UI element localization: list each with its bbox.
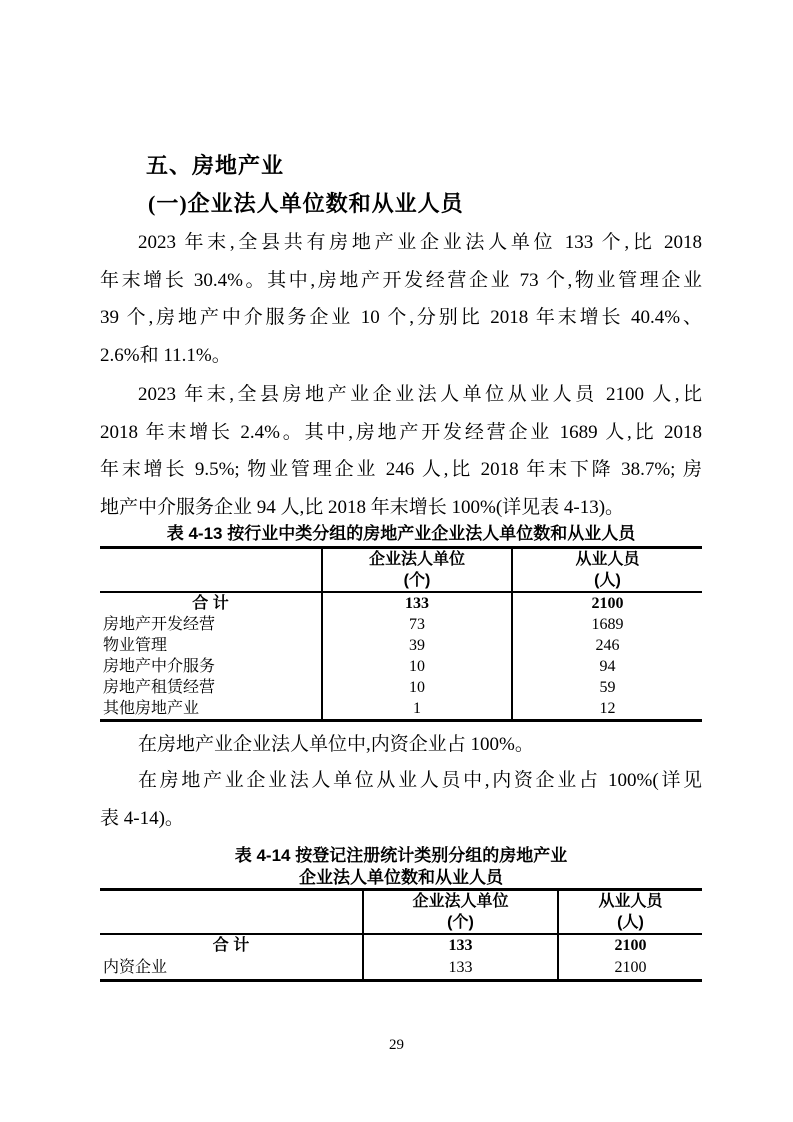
body-line: 2023 年末,全县房地产业企业法人单位从业人员 2100 人,比 (138, 384, 702, 405)
body-line: 在房地产业企业法人单位从业人员中,内资企业占 100%(详见 (138, 770, 702, 791)
table-row (100, 677, 702, 698)
table-4-14 (100, 888, 702, 982)
paragraph-employees-overview (100, 376, 702, 526)
header-persons-unit: (人) (594, 572, 621, 589)
cell-units: 133 (363, 957, 558, 981)
cell-persons: 12 (512, 698, 702, 721)
header-units-cell (322, 548, 512, 593)
page-number: 29 (389, 1037, 404, 1053)
body-line: 表 4-14)。 (100, 807, 184, 829)
cell-persons: 59 (512, 677, 702, 698)
table-row-total (100, 934, 702, 957)
paragraph-domestic-employees (100, 762, 702, 837)
section-heading: 五、房地产业 (146, 153, 285, 178)
cell-units: 73 (322, 614, 512, 635)
cell-persons: 94 (512, 656, 702, 677)
header-units-cell (363, 890, 558, 935)
row-label: 合 计 (212, 937, 250, 954)
table-row (100, 957, 702, 981)
body-line: 年末增长 30.4%。其中,房地产开发经营企业 73 个,物业管理企业 (100, 269, 702, 291)
header-persons-cell (512, 548, 702, 593)
table-header-row (100, 890, 702, 935)
body-line: 2023 年末,全县共有房地产业企业法人单位 133 个,比 2018 (138, 232, 702, 253)
header-persons-cell (558, 890, 702, 935)
row-label: 房地产开发经营 (103, 616, 216, 633)
table-4-13 (100, 546, 702, 722)
header-persons-label: 从业人员 (575, 551, 640, 568)
row-label: 合 计 (192, 595, 229, 612)
cell-units: 1 (322, 698, 512, 721)
header-units-unit: (个) (447, 914, 474, 931)
body-line: 2018 年末增长 2.4%。其中,房地产开发经营企业 1689 人,比 2018 (100, 421, 702, 443)
row-label: 房地产租赁经营 (103, 679, 216, 696)
header-blank-cell (100, 548, 322, 593)
table-header-row (100, 548, 702, 593)
cell-units: 39 (322, 635, 512, 656)
row-label: 房地产中介服务 (103, 658, 216, 675)
paragraph-units-overview (100, 224, 702, 374)
table-4-14-caption-line2: 企业法人单位数和从业人员 (299, 867, 503, 887)
body-line: 39 个,房地产中介服务企业 10 个,分别比 2018 年末增长 40.4%、 (100, 307, 702, 328)
header-units-label: 企业法人单位 (368, 551, 465, 568)
row-label: 其他房地产业 (103, 700, 200, 717)
header-blank-cell (100, 890, 363, 935)
table-4-14-caption-line1: 表 4-14 按登记注册统计类别分组的房地产业 (234, 846, 568, 865)
cell-units: 133 (322, 592, 512, 614)
cell-persons: 1689 (512, 614, 702, 635)
header-units-label: 企业法人单位 (412, 893, 509, 910)
table-4-14-caption (100, 845, 702, 888)
header-units-unit: (个) (403, 572, 431, 589)
subsection-heading: (一)企业法人单位数和从业人员 (148, 191, 464, 216)
cell-units: 10 (322, 677, 512, 698)
table-row (100, 614, 702, 635)
paragraph-domestic-units (100, 726, 702, 764)
table-row (100, 635, 702, 656)
body-line: 地产中介服务企业 94 人,比 2018 年末增长 100%(详见表 4-13)。 (100, 496, 625, 518)
table-row (100, 698, 702, 721)
table-row-total (100, 592, 702, 614)
table-4-13-caption: 表 4-13 按行业中类分组的房地产业企业法人单位数和从业人员 (166, 524, 636, 543)
cell-persons: 246 (512, 635, 702, 656)
cell-units: 133 (363, 934, 558, 957)
table-row (100, 656, 702, 677)
header-persons-label: 从业人员 (598, 893, 663, 910)
body-line: 年末增长 9.5%; 物业管理企业 246 人,比 2018 年末下降 38.7%; 房 (100, 459, 702, 480)
cell-persons: 2100 (558, 957, 702, 981)
cell-persons: 2100 (512, 592, 702, 614)
row-label: 物业管理 (103, 637, 168, 654)
body-line: 在房地产业企业法人单位中,内资企业占 100%。 (138, 734, 534, 755)
cell-units: 10 (322, 656, 512, 677)
body-line: 2.6%和 11.1%。 (100, 344, 231, 366)
row-label: 内资企业 (103, 959, 168, 976)
cell-persons: 2100 (558, 934, 702, 957)
header-persons-unit: (人) (617, 914, 644, 931)
